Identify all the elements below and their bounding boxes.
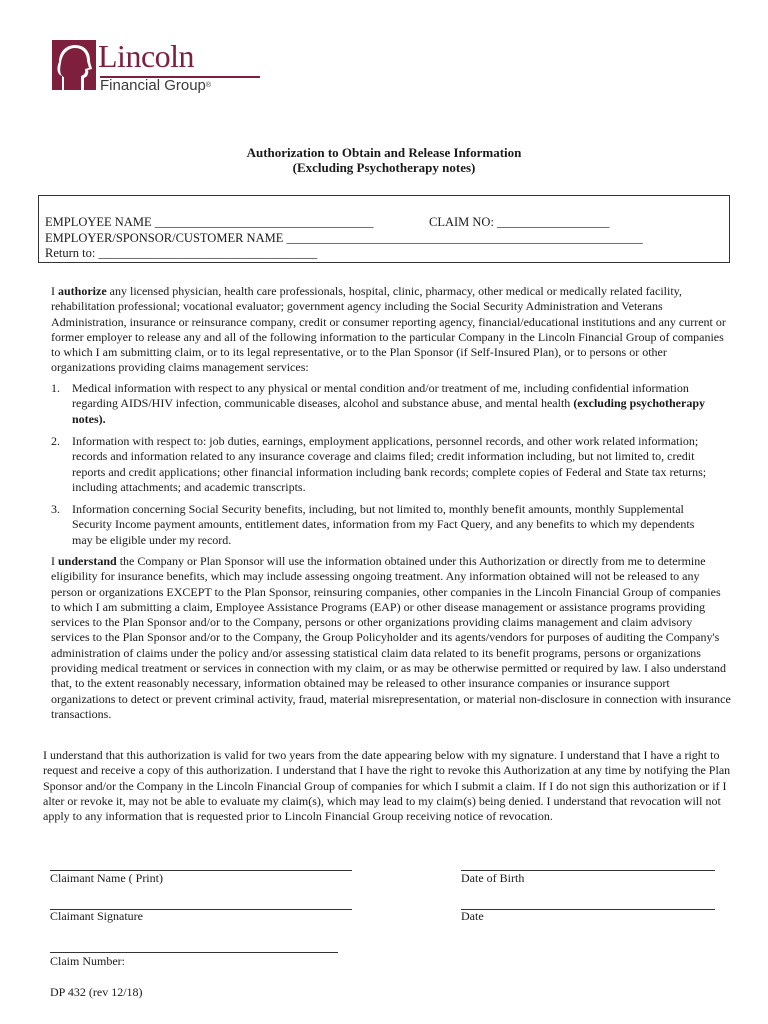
brand-subtitle: Financial Group® <box>100 77 212 94</box>
understand-paragraph: I understand the Company or Plan Sponsor will use the information obtained under this Authorization or directly from me to determine eligibility for insurance benefits, which may include assessing ongoing treatment. Any information obtained will not be released to any person or organizations EXCEPT to the Plan Sponsor, reinsuring companies, other companies in the Lincoln Financial Group of companies to which I am submitting a claim, Employee Assistance Programs (EAP) or other disease management or assistance programs providing services to the Plan Sponsor and/or to the Company, persons or other organizations providing claims management and claim advisory services to the Plan Sponsor and/or to the Company, the Group Policyholder and its agents/vendors for purposes of auditing the Company's administration of claims under the policy and/or assessing statistical claim data related to its benefit programs, persons or organizations providing medical treatment or services in connection with my claim, or as may be otherwise permitted or required by law. I also understand that, to the extent reasonably necessary, information obtained may be released to other insurance companies or insurance support organizations to detect or prevent criminal activity, fraud, material misrepresentation, or material non-disclosure in connection with insurance transactions. <box>51 554 731 721</box>
claim-number-label: Claim Number: <box>50 954 125 968</box>
authorize-paragraph: I authorize any licensed physician, health care professionals, hospital, clinic, pharmacy, other medical or medically related facility, rehabilitation professional; vocational evaluator; government agency including the Social Security Administration and Veterans Administration, insurance or reinsurance company, credit or consumer reporting agency, financial/educational institutions and any current or former employer to release any and all of the following information to the particular Company in the Lincoln Financial Group of companies to which I am submitting claim, or to its legal representative, or to the Plan Sponsor (if Self-Insured Plan), or to persons or other organizations providing claims management services: <box>51 284 726 375</box>
form-id: DP 432 (rev 12/18) <box>50 985 143 999</box>
document-title: Authorization to Obtain and Release Information <box>246 145 522 160</box>
date-line[interactable] <box>461 909 715 910</box>
authorize-bold: authorize <box>58 284 107 298</box>
brand-name: Lincoln <box>98 38 195 74</box>
employer-name-field[interactable]: EMPLOYER/SPONSOR/CUSTOMER NAME _________________________________________________________ <box>45 231 643 245</box>
return-to-field[interactable]: Return to: ___________________________________ <box>45 246 318 260</box>
lincoln-profile-icon <box>52 40 96 90</box>
employee-name-field[interactable]: EMPLOYEE NAME ___________________________________ <box>45 215 374 229</box>
understand-bold: understand <box>58 554 117 568</box>
document-subtitle: (Excluding Psychotherapy notes) <box>292 160 476 175</box>
info-box <box>38 195 730 263</box>
date-label: Date <box>461 909 484 923</box>
claimant-name-label: Claimant Name ( Print) <box>50 871 163 885</box>
lincoln-logo <box>52 40 232 98</box>
claimant-signature-label: Claimant Signature <box>50 909 143 923</box>
claim-number-line[interactable] <box>50 952 338 953</box>
claim-no-field[interactable]: CLAIM NO: __________________ <box>429 215 610 229</box>
validity-paragraph: I understand that this authorization is valid for two years from the date appearing below with my signature. I understand that I have a right to request and receive a copy of this authorization. I understand that I have the right to revoke this Authorization at any time by notifying the Plan Sponsor and/or the Company in the Lincoln Financial Group of companies for which I submit a claim. If I do not sign this authorization or if I alter or revoke it, may not be able to evaluate my claim(s), which may lead to my claim(s) being denied. I understand that revocation will not apply to any information that is requested prior to Lincoln Financial Group receiving notice of revocation. <box>43 748 731 824</box>
dob-label: Date of Birth <box>461 871 525 885</box>
